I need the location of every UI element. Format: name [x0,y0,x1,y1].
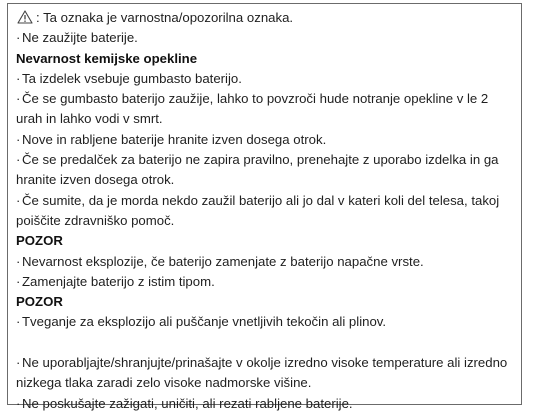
bullet-marker: · [16,192,21,208]
bullet-text: Zamenjajte baterijo z istim tipom. [22,273,215,289]
bullet-text: Ne poskušajte zažigati, uničiti, ali rezati rabljene baterije. [22,395,353,411]
bullet-text: Nove in rabljene baterije hranite izven dosega otrok. [22,131,327,147]
warning-symbol-line [16,8,513,28]
bullet-marker: · [16,253,21,269]
bullet-item [16,150,513,191]
bullet-marker: · [16,70,21,86]
bullet-marker: · [16,355,21,371]
warning-triangle-icon [17,10,33,24]
bullet-text: Nevarnost eksplozije, če baterijo zamenjate z baterijo napačne vrste. [22,253,424,269]
bullet-marker: · [16,30,21,46]
bullet-item [16,191,513,232]
bullet-item [16,69,513,89]
bullet-marker: · [16,273,21,289]
bullet-text: Ne zaužijte baterije. [22,30,138,46]
bullet-item [16,89,513,130]
paragraph-gap [16,333,513,353]
bullet-marker: · [16,152,21,168]
bullet-text: Če sumite, da je morda nekdo zaužil baterijo ali jo dal v kateri koli del telesa, takoj poiščite zdravniško pomoč. [16,192,500,228]
bullet-item [16,394,513,414]
bullet-item [16,252,513,272]
bullet-item [16,130,513,150]
notice-items [16,28,513,414]
bullet-text: Če se predalček za baterijo ne zapira pravilno, prenehajte z uporabo izdelka in ga hranite izven dosega otrok. [16,152,499,188]
bullet-item [16,312,513,332]
bullet-text: Tveganje za eksplozijo ali puščanje vnetljivih tekočin ali plinov. [22,314,387,330]
warning-symbol-description: : Ta oznaka je varnostna/opozorilna oznaka. [36,10,294,25]
section-heading: POZOR [16,233,63,249]
bullet-marker: · [16,131,21,147]
bullet-item [16,272,513,292]
bullet-marker: · [16,395,21,411]
section-heading: Nevarnost kemijske opekline [16,50,198,66]
bullet-item [16,28,513,48]
bullet-text: Ne uporabljajte/shranjujte/prinašajte v okolje izredno visoke temperature ali izredno nizkega tlaka zaradi zelo visoke nadmorske višine. [16,355,508,391]
bullet-marker: · [16,91,21,107]
bullet-text: Ta izdelek vsebuje gumbasto baterijo. [22,70,242,86]
bullet-item [16,353,513,394]
bullet-text: Če se gumbasto baterijo zaužije, lahko to povzroči hude notranje opekline v le 2 urah in lahko vodi v smrt. [16,91,489,127]
section-heading: POZOR [16,294,63,310]
bullet-marker: · [16,314,21,330]
battery-safety-notice [7,3,522,411]
